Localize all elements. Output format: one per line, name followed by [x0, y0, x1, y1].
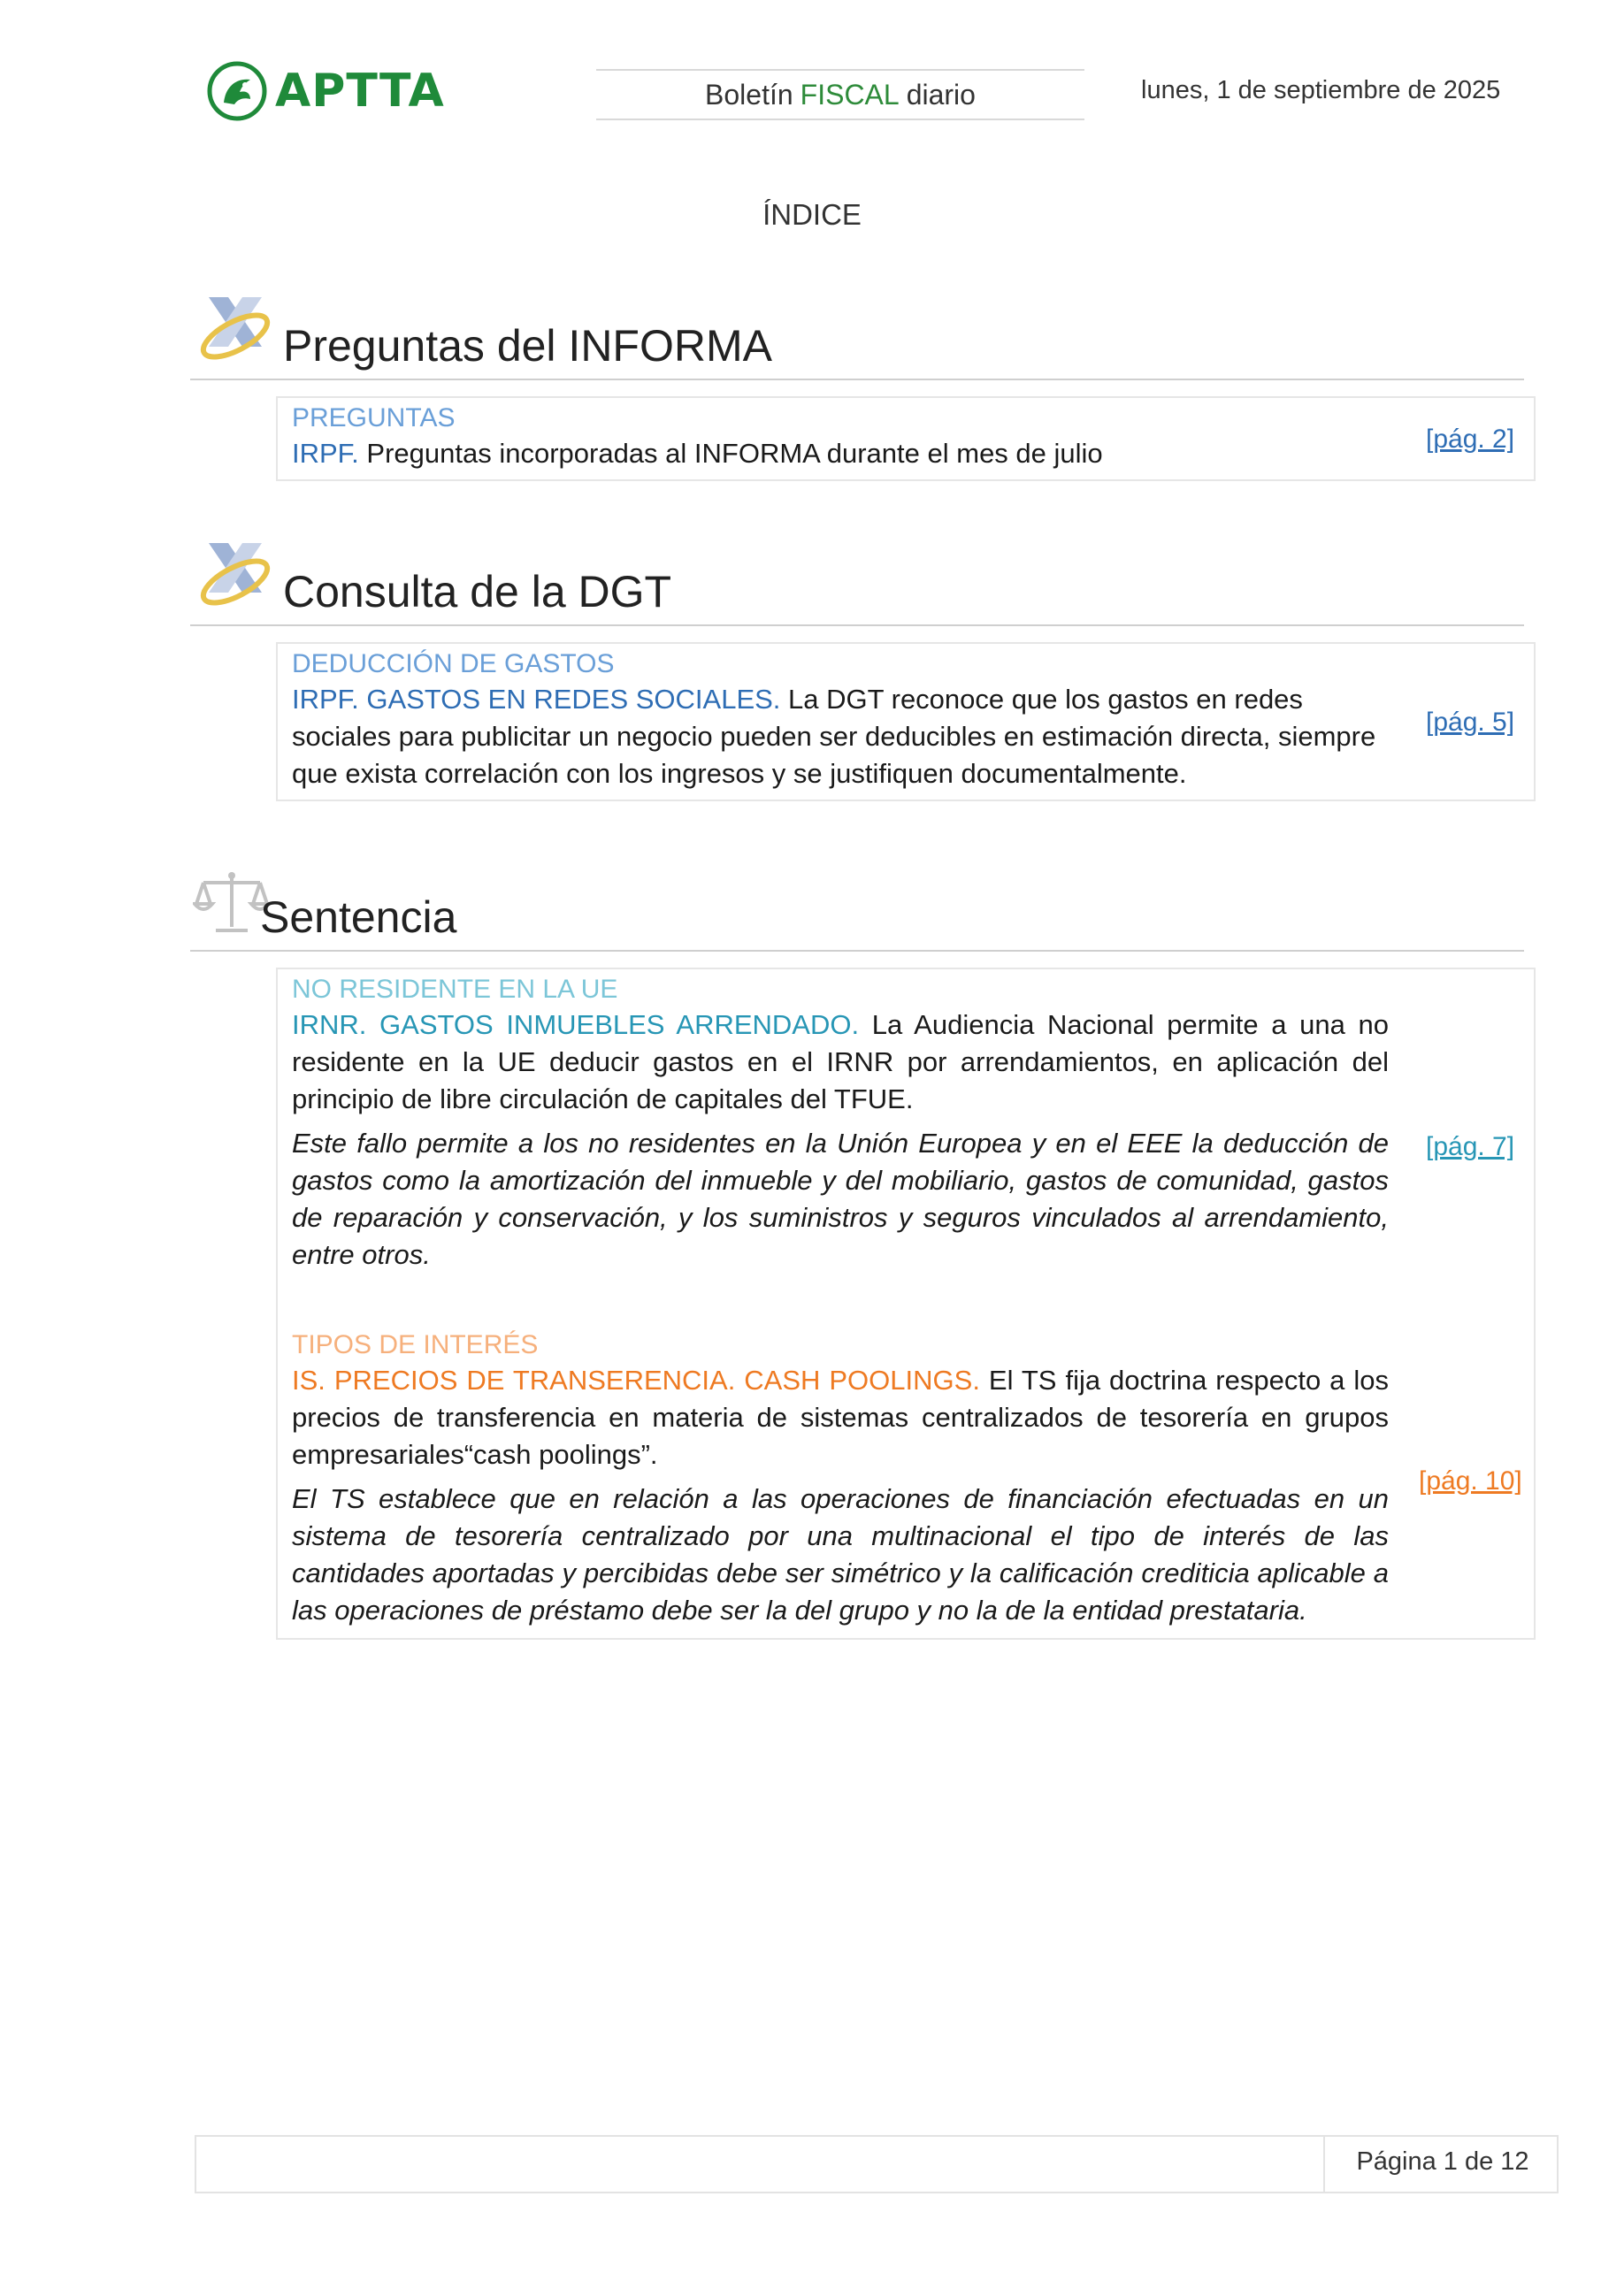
- page-link[interactable]: [pág. 7]: [1426, 1132, 1515, 1161]
- entry-lead: IRNR. GASTOS INMUEBLES ARRENDADO.: [292, 1009, 860, 1040]
- entry-lead: IRPF.: [292, 438, 359, 469]
- bulletin-title-post: diario: [906, 78, 976, 111]
- index-title: ÍNDICE: [762, 198, 862, 231]
- page-link[interactable]: [pág. 10]: [1419, 1466, 1522, 1496]
- entry-text: La DGT reconoce que los gastos en redes sociales para publicitar un negocio pueden ser deducibles en estimación directa, siempre que exista correlación con los ingresos y se justifiquen documentalmente.: [292, 684, 1376, 789]
- entry-lead: IS. PRECIOS DE TRANSERENCIA. CASH POOLINGS.: [292, 1365, 980, 1396]
- page-link[interactable]: [pág. 2]: [1426, 425, 1515, 454]
- bulletin-title: [596, 69, 1084, 120]
- entry-note: Este fallo permite a los no residentes en la Unión Europea y en el EEE la deducción de gastos como la amortización del inmueble y del mobiliario, gastos de comunidad, gastos de reparación y conservación, y los suministros y seguros vinculados al arrendamiento, entre otros.: [292, 1128, 1389, 1270]
- footer-divider: [1323, 2135, 1325, 2193]
- page-number: Página 1 de 12: [1356, 2147, 1529, 2176]
- section-title-sentencia: Sentencia: [260, 892, 457, 942]
- entry-lead: IRPF. GASTOS EN REDES SOCIALES.: [292, 684, 781, 715]
- index-entry-box: [276, 968, 1536, 1640]
- entry-category: NO RESIDENTE EN LA UE: [292, 975, 618, 1004]
- entry-summary: [292, 1006, 1389, 1118]
- entry-text: La Audiencia Nacional permite a una no residente en la UE deducir gastos en el IRNR por arrendamientos, en aplicación del principio de libre circulación de capitales del TFUE.: [292, 1009, 1390, 1114]
- entry-text: Preguntas incorporadas al INFORMA durante el mes de julio: [358, 438, 1103, 469]
- aptta-logo-icon: [206, 60, 268, 122]
- bulletin-title-fiscal: FISCAL: [800, 78, 900, 111]
- index-entry-box: [276, 642, 1536, 801]
- entry-summary: [292, 1362, 1389, 1473]
- section-divider: [190, 379, 1524, 380]
- page-link[interactable]: [pág. 5]: [1426, 708, 1515, 737]
- entry-category: PREGUNTAS: [292, 403, 456, 432]
- index-entry-box: [276, 396, 1536, 481]
- scales-icon: [193, 869, 271, 938]
- bulletin-title-pre: Boletín: [705, 78, 793, 111]
- aeat-logo-icon: [196, 294, 274, 363]
- entry-note: El TS establece que en relación a las operaciones de financiación efectuadas en un sistema de tesorería centralizado por una multinacional el tipo de interés de las cantidades aportadas y percibidas debe ser simétrico y la calificación crediticia aplicable a las operaciones de préstamo debe ser la del grupo y no la de la entidad prestataria.: [292, 1483, 1389, 1626]
- header-date: lunes, 1 de septiembre de 2025: [1141, 76, 1501, 104]
- section-title-consulta: Consulta de la DGT: [283, 567, 672, 616]
- section-title-preguntas: Preguntas del INFORMA: [283, 321, 772, 371]
- aeat-logo-icon: [196, 540, 274, 608]
- section-divider: [190, 624, 1524, 626]
- entry-summary: [292, 681, 1389, 792]
- entry-summary: [292, 435, 1389, 472]
- section-divider: [190, 950, 1524, 952]
- entry-category: TIPOS DE INTERÉS: [292, 1330, 539, 1359]
- logo-text: APTTA: [275, 65, 445, 118]
- entry-category: DEDUCCIÓN DE GASTOS: [292, 649, 615, 678]
- entry-text: El TS fija doctrina respecto a los precios de transferencia en materia de sistemas centralizados de tesorería en grupos empresariales“cash poolings”.: [292, 1365, 1390, 1470]
- aptta-logo: [206, 58, 454, 124]
